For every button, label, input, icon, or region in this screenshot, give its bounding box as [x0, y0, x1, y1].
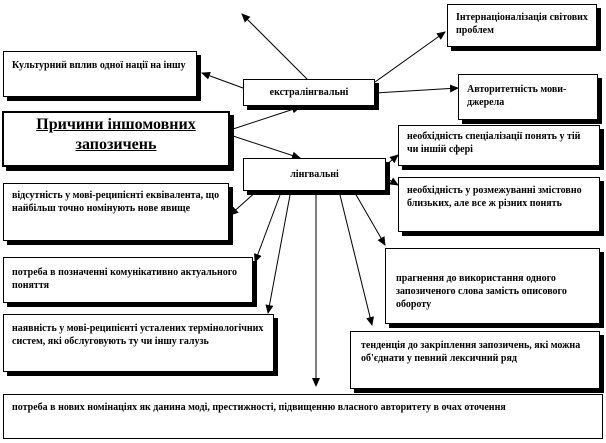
category-internal-label: лінгвальні — [290, 169, 339, 180]
arrow-external-to-authority — [375, 88, 458, 93]
cause-internationalization — [447, 4, 597, 47]
cause-grouping — [350, 331, 600, 389]
cause-prestige-text: потреба в нових номінаціях як данина моді, престижності, підвищенню власного авторитету в очах оточення — [12, 402, 506, 413]
arrow-title-to-internal — [230, 135, 300, 158]
diagram-title-text: Причини іншомовних запозичень — [36, 116, 196, 153]
arrow-internal-to-specialization — [386, 155, 398, 165]
category-external — [243, 79, 375, 106]
arrow-title-to-external — [230, 107, 300, 130]
cause-cultural-influence-text: Культурний вплив одної нації на іншу — [12, 60, 186, 71]
cause-no-equivalent — [3, 183, 229, 241]
cause-no-equivalent-text: відсутність у мові-реципієнті еквівалента, що найбільш точно номінують нове явище — [12, 190, 220, 214]
arrow-internal-to-no-equivalent — [230, 190, 258, 215]
cause-comm-actual-text: потреба в позначенні комунікативно актуального поняття — [12, 267, 238, 291]
cause-delimitation — [398, 177, 600, 232]
cause-internationalization-text: Інтернаціоналізація світових проблем — [456, 12, 588, 36]
arrow-internal-to-single-word — [355, 193, 385, 245]
category-external-label: екстралінгвальні — [269, 87, 349, 98]
cause-delimitation-text: необхідність у розмежуванні змістовно близьких, але все ж різних понять — [407, 185, 582, 209]
arrow-external-to-cultural — [202, 73, 243, 88]
cause-specialization-text: необхідність спеціалізації понять у тій чи іншій сфері — [407, 131, 581, 155]
cause-single-word — [385, 248, 600, 324]
cause-grouping-text: тенденція до закріплення запозичень, які можна об'єднати у певний лексичний ряд — [361, 340, 581, 364]
arrow-external-to-internationalization — [375, 32, 445, 82]
arrow-internal-to-comm-actual — [255, 195, 280, 262]
cause-prestige — [3, 394, 603, 439]
cause-authority-text: Авторитетність мови-джерела — [467, 84, 567, 108]
arrow-internal-to-delimitation — [386, 178, 398, 185]
cause-specialization — [398, 125, 600, 166]
arrow-internal-to-terminology — [268, 195, 290, 313]
diagram-title — [2, 111, 230, 167]
cause-comm-actual — [3, 257, 253, 303]
cause-cultural-influence — [3, 51, 197, 97]
arrow-external-to-up — [242, 14, 310, 82]
cause-terminology — [3, 314, 274, 372]
category-internal — [243, 158, 386, 191]
cause-terminology-text: наявність у мові-реципієнті усталених термінологічних систем, які обслуговують ту чи іншу галузь — [12, 323, 264, 347]
cause-authority — [458, 74, 598, 120]
cause-single-word-text: прагнення до використання одного запозиченого слова замість описового обороту — [396, 273, 567, 310]
